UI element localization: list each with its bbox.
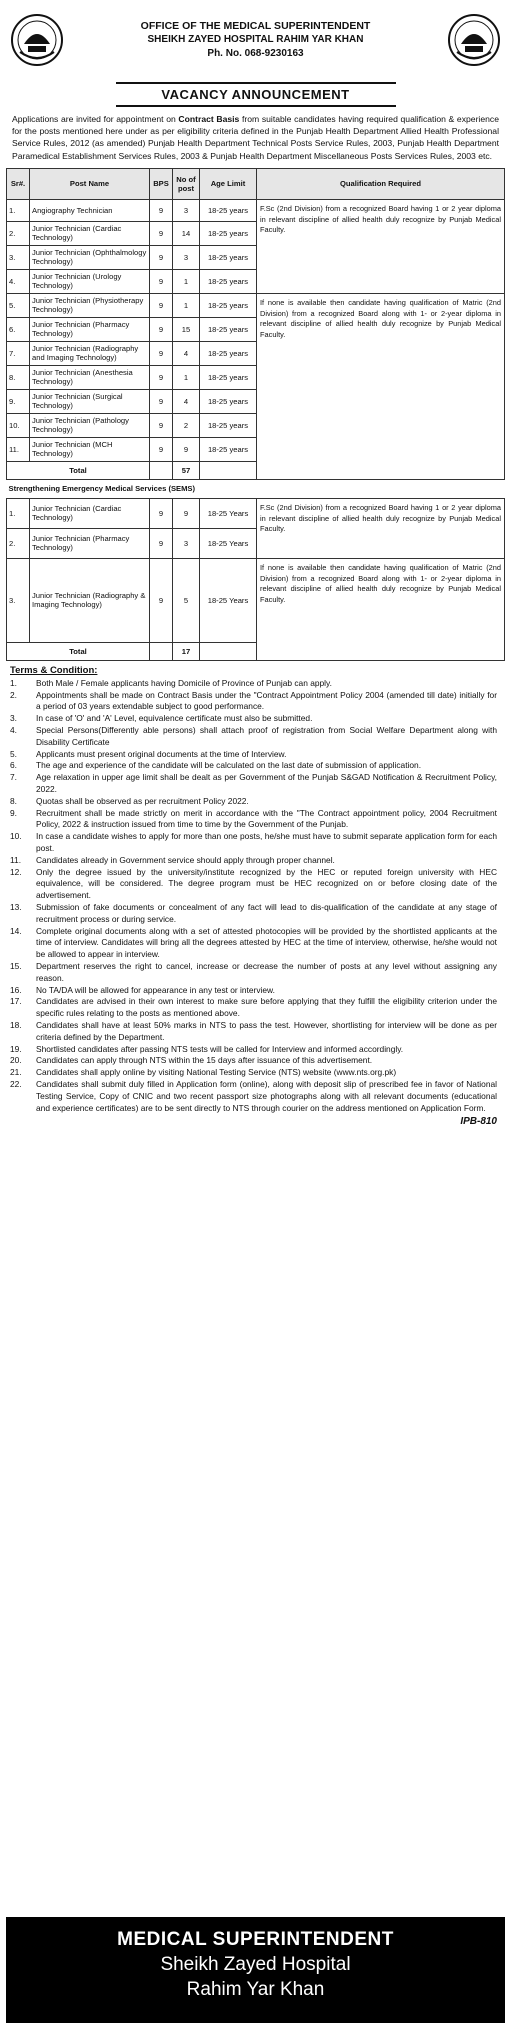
- term-text: Complete original documents along with a set of attested photocopies will be provided by the shortlisted applicants at the time of interview. Candidates will bring all the degrees attested by HEC at the time of interview, otherwise, he/she would not be allowed to appear in interview.: [36, 925, 497, 960]
- header-no: No of post: [173, 168, 200, 199]
- term-text: Appointments shall be made on Contract Basis under the "Contract Appointment Policy 2004 (amended till date) initially for a period of 03 years extendable subject to good performance.: [36, 689, 497, 712]
- row-bps: 9: [150, 389, 173, 413]
- row-post-name: Junior Technician (Ophthalmology Technology): [30, 245, 150, 269]
- term-item: [10, 1044, 497, 1056]
- total-age-empty: [200, 461, 257, 479]
- signatory-title: MEDICAL SUPERINTENDENT: [117, 1929, 394, 1950]
- row-no-of-post: 1: [173, 269, 200, 293]
- letterhead: [6, 4, 505, 76]
- term-item: [10, 831, 497, 855]
- term-number: 15.: [10, 960, 22, 971]
- row-sr: 3.: [7, 558, 30, 642]
- term-number: 12.: [10, 866, 22, 877]
- row-age-limit: 18-25 years: [200, 317, 257, 341]
- term-item: [10, 678, 497, 690]
- row-bps: 9: [150, 437, 173, 461]
- terms-title: Terms & Condition:: [10, 664, 98, 676]
- row-post-name: Junior Technician (Urology Technology): [30, 269, 150, 293]
- row-age-limit: 18-25 years: [200, 437, 257, 461]
- vacancy-title: VACANCY ANNOUNCEMENT: [116, 82, 396, 107]
- phone-number: Ph. No. 068-9230163: [207, 48, 304, 59]
- row-qualification: If none is available then candidate having qualification of Matric (2nd Division) from a recognized Board along with 1- or 2-year diploma in relevant discipline of allied health duly recognize by Punjab Medical Faculty.: [257, 558, 505, 660]
- term-text: No TA/DA will be allowed for appearance in any test or interview.: [36, 984, 275, 995]
- term-item: [10, 796, 497, 808]
- header-bps: BPS: [150, 168, 173, 199]
- row-no-of-post: 14: [173, 221, 200, 245]
- term-item: [10, 902, 497, 926]
- punjab-emblem-left-icon: [10, 12, 64, 68]
- row-post-name: Junior Technician (Cardiac Technology): [30, 498, 150, 528]
- term-item: [10, 867, 497, 902]
- term-number: 5.: [10, 748, 17, 759]
- term-item: [10, 690, 497, 714]
- row-bps: 9: [150, 365, 173, 389]
- table-row: [7, 558, 505, 642]
- term-text: In case a candidate wishes to apply for more than one posts, he/she must have to submit separate application form for each post.: [36, 831, 497, 853]
- row-bps: 9: [150, 199, 173, 221]
- row-sr: 1.: [7, 498, 30, 528]
- term-number: 14.: [10, 925, 22, 936]
- term-number: 10.: [10, 831, 22, 842]
- signatory-hospital: Sheikh Zayed Hospital: [160, 1954, 351, 1975]
- row-age-limit: 18-25 years: [200, 221, 257, 245]
- row-bps: 9: [150, 498, 173, 528]
- term-number: 11.: [10, 854, 22, 865]
- row-qualification: F.Sc (2nd Division) from a recognized Board having 1 or 2 year diploma in relevant discipline of allied health duly recognize by Punjab Medical Faculty.: [257, 498, 505, 558]
- row-sr: 3.: [7, 245, 30, 269]
- term-number: 21.: [10, 1067, 22, 1078]
- term-text: Candidates shall have at least 50% marks in NTS to pass the test. However, shortlisting for interview will be done as per criteria defined by the Department.: [36, 1019, 497, 1042]
- row-bps: 9: [150, 413, 173, 437]
- signature-block: [6, 1917, 505, 2023]
- total-age-empty: [200, 642, 257, 660]
- term-item: [10, 772, 497, 796]
- row-sr: 1.: [7, 199, 30, 221]
- letterhead-text: [64, 19, 447, 61]
- term-item: [10, 760, 497, 772]
- term-item: [10, 926, 497, 961]
- terms-list: [6, 678, 505, 1114]
- term-number: 4.: [10, 725, 17, 735]
- row-post-name: Junior Technician (Radiography and Imaging Technology): [30, 341, 150, 365]
- row-post-name: Junior Technician (Anesthesia Technology): [30, 365, 150, 389]
- term-item: [10, 985, 497, 997]
- row-bps: 9: [150, 558, 173, 642]
- term-number: 18.: [10, 1019, 22, 1030]
- row-post-name: Junior Technician (Pharmacy Technology): [30, 317, 150, 341]
- signatory-city: Rahim Yar Khan: [186, 1979, 325, 2000]
- term-item: [10, 855, 497, 867]
- header-age: Age Limit: [200, 168, 257, 199]
- total-bps-empty: [150, 642, 173, 660]
- term-text: Candidates can apply through NTS within the 15 days after issuance of this advertisement.: [36, 1055, 373, 1066]
- term-number: 8.: [10, 795, 17, 806]
- row-no-of-post: 1: [173, 365, 200, 389]
- term-text: Candidates shall apply online by visiting National Testing Service (NTS) website (www.nts.org.pk): [36, 1067, 397, 1078]
- total-bps-empty: [150, 461, 173, 479]
- row-sr: 4.: [7, 269, 30, 293]
- total-label: Total: [7, 461, 150, 479]
- row-sr: 8.: [7, 365, 30, 389]
- row-no-of-post: 5: [173, 558, 200, 642]
- term-text: Age relaxation in upper age limit shall be dealt as per Government of the Punjab S&GAD Notification & Recruitment Policy, 2022.: [36, 772, 497, 794]
- header-post: Post Name: [30, 168, 150, 199]
- term-number: 20.: [10, 1055, 22, 1066]
- row-sr: 5.: [7, 293, 30, 317]
- row-qualification: If none is available then candidate having qualification of Matric (2nd Division) from a recognized Board along with 1- or 2-year diploma in relevant discipline of allied health duly recognize by Punjab Medical Faculty.: [257, 293, 505, 479]
- total-label: Total: [7, 642, 150, 660]
- term-number: 22.: [10, 1078, 22, 1089]
- term-item: [10, 961, 497, 985]
- section-title: Strengthening Emergency Medical Services (SEMS): [7, 479, 505, 498]
- term-text: Only the degree issued by the university/institute recognized by the HEC or reputed foreign university with HEC equivalence, will be considered. The degree program must be HEC recognized on or before closing date of the advertisement.: [36, 866, 497, 901]
- row-no-of-post: 4: [173, 389, 200, 413]
- term-number: 17.: [10, 996, 22, 1007]
- row-qualification: F.Sc (2nd Division) from a recognized Board having 1 or 2 year diploma in relevant discipline of allied health duly recognize by Punjab Medical Faculty.: [257, 199, 505, 293]
- term-number: 16.: [10, 984, 22, 995]
- term-item: [10, 808, 497, 832]
- table-row: [7, 498, 505, 528]
- total-posts: 57: [173, 461, 200, 479]
- row-sr: 10.: [7, 413, 30, 437]
- term-number: 7.: [10, 772, 17, 783]
- row-age-limit: 18-25 Years: [200, 498, 257, 528]
- intro-paragraph: Applications are invited for appointment on Contract Basis from suitable candidates having required qualification & experience for the posts mentioned here under as per eligibility criteria defined in the Punjab Health Department Allied Health Professional Service Rules, 2012 (as amended) Punjab Health Department Technical Posts Service Rules, 2003, Punjab Health Department Paramedical Establishment Services Rules, 2003 & Punjab Health Department Miscellaneous Posts Services Rules, 2003 etc.: [12, 114, 499, 161]
- row-no-of-post: 9: [173, 437, 200, 461]
- hospital-name: SHEIKH ZAYED HOSPITAL RAHIM YAR KHAN: [147, 34, 364, 45]
- term-text: The age and experience of the candidate will be calculated on the last date of submission of application.: [36, 760, 422, 771]
- row-post-name: Junior Technician (Cardiac Technology): [30, 221, 150, 245]
- term-number: 2.: [10, 689, 17, 700]
- row-bps: 9: [150, 221, 173, 245]
- term-number: 9.: [10, 807, 17, 818]
- term-item: [10, 1079, 497, 1114]
- row-sr: 2.: [7, 221, 30, 245]
- row-post-name: Junior Technician (Physiotherapy Technology): [30, 293, 150, 317]
- term-text: Department reserves the right to cancel, increase or decrease the number of posts at any level without assigning any reason.: [36, 960, 497, 983]
- term-text: Both Male / Female applicants having Domicile of Province of Punjab can apply.: [36, 677, 332, 688]
- term-number: 3.: [10, 713, 17, 724]
- row-sr: 11.: [7, 437, 30, 461]
- term-text: Candidates shall submit duly filled in Application form (online), along with deposit slip of prescribed fee in favor of National Testing Service, Copy of CNIC and two recent passport size photographs along with all relevant documents (educational and experience certificates) are to be sent directly to NTS through courier on the address mentioned on Application Form.: [36, 1078, 497, 1113]
- term-text: Shortlisted candidates after passing NTS tests will be called for Interview and informed accordingly.: [36, 1043, 404, 1054]
- row-age-limit: 18-25 years: [200, 199, 257, 221]
- row-post-name: Junior Technician (Pharmacy Technology): [30, 528, 150, 558]
- row-age-limit: 18-25 years: [200, 365, 257, 389]
- row-sr: 7.: [7, 341, 30, 365]
- section-row: [7, 479, 505, 498]
- row-age-limit: 18-25 Years: [200, 528, 257, 558]
- row-age-limit: 18-25 years: [200, 341, 257, 365]
- row-no-of-post: 3: [173, 528, 200, 558]
- row-post-name: Angiography Technician: [30, 199, 150, 221]
- term-text: Candidates are advised in their own interest to make sure before applying that they fulfill the eligibility criterion under the specific rules relating to the posts as mentioned above.: [36, 996, 497, 1019]
- term-number: 19.: [10, 1043, 22, 1054]
- row-age-limit: 18-25 years: [200, 245, 257, 269]
- term-text: Applicants must present original documents at the time of Interview.: [36, 748, 287, 759]
- term-item: [10, 1020, 497, 1044]
- term-number: 6.: [10, 760, 17, 771]
- row-age-limit: 18-25 years: [200, 413, 257, 437]
- punjab-emblem-right-icon: [447, 12, 501, 68]
- row-sr: 9.: [7, 389, 30, 413]
- term-text: Quotas shall be observed as per recruitment Policy 2022.: [36, 795, 249, 806]
- table-row: [7, 293, 505, 317]
- row-no-of-post: 4: [173, 341, 200, 365]
- row-age-limit: 18-25 years: [200, 389, 257, 413]
- row-sr: 6.: [7, 317, 30, 341]
- table-row: [7, 199, 505, 221]
- term-text: Submission of fake documents or concealment of any fact will lead to dis-qualification of the candidate at any stage of recruitment process or during service.: [36, 901, 497, 924]
- term-text: Recruitment shall be made strictly on merit in accordance with the "The Contract appointment policy, 2004 Recruitment Policy, 2022 & instruction issued from time to time by the Government of the Punjab.: [36, 807, 497, 830]
- table-header-row: [7, 168, 505, 199]
- row-age-limit: 18-25 Years: [200, 558, 257, 642]
- term-item: [10, 1055, 497, 1067]
- row-sr: 2.: [7, 528, 30, 558]
- row-bps: 9: [150, 293, 173, 317]
- total-posts: 17: [173, 642, 200, 660]
- row-post-name: Junior Technician (Surgical Technology): [30, 389, 150, 413]
- term-text: In case of 'O' and 'A' Level, equivalence certificate must also be submitted.: [36, 713, 313, 724]
- row-no-of-post: 2: [173, 413, 200, 437]
- term-number: 1.: [10, 677, 17, 688]
- term-text: Candidates already in Government service should apply through proper channel.: [36, 854, 335, 865]
- row-no-of-post: 1: [173, 293, 200, 317]
- row-bps: 9: [150, 341, 173, 365]
- term-item: [10, 725, 497, 749]
- row-post-name: Junior Technician (Pathology Technology): [30, 413, 150, 437]
- row-no-of-post: 3: [173, 199, 200, 221]
- row-no-of-post: 9: [173, 498, 200, 528]
- row-no-of-post: 15: [173, 317, 200, 341]
- row-bps: 9: [150, 317, 173, 341]
- posts-table: [6, 168, 505, 661]
- row-post-name: Junior Technician (Radiography & Imaging Technology): [30, 558, 150, 642]
- term-item: [10, 996, 497, 1020]
- term-item: [10, 713, 497, 725]
- row-age-limit: 18-25 years: [200, 293, 257, 317]
- header-sr: Sr#.: [7, 168, 30, 199]
- term-text: Special Persons(Differently able persons) shall attach proof of registration from Social Welfare Department along with Disability Certificate: [36, 725, 497, 747]
- row-bps: 9: [150, 245, 173, 269]
- row-bps: 9: [150, 528, 173, 558]
- term-item: [10, 749, 497, 761]
- header-qual: Qualification Required: [257, 168, 505, 199]
- row-bps: 9: [150, 269, 173, 293]
- row-post-name: Junior Technician (MCH Technology): [30, 437, 150, 461]
- term-item: [10, 1067, 497, 1079]
- ipb-number: IPB-810: [460, 1116, 497, 1128]
- term-number: 13.: [10, 901, 22, 912]
- row-age-limit: 18-25 years: [200, 269, 257, 293]
- row-no-of-post: 3: [173, 245, 200, 269]
- office-title: OFFICE OF THE MEDICAL SUPERINTENDENT: [140, 20, 371, 32]
